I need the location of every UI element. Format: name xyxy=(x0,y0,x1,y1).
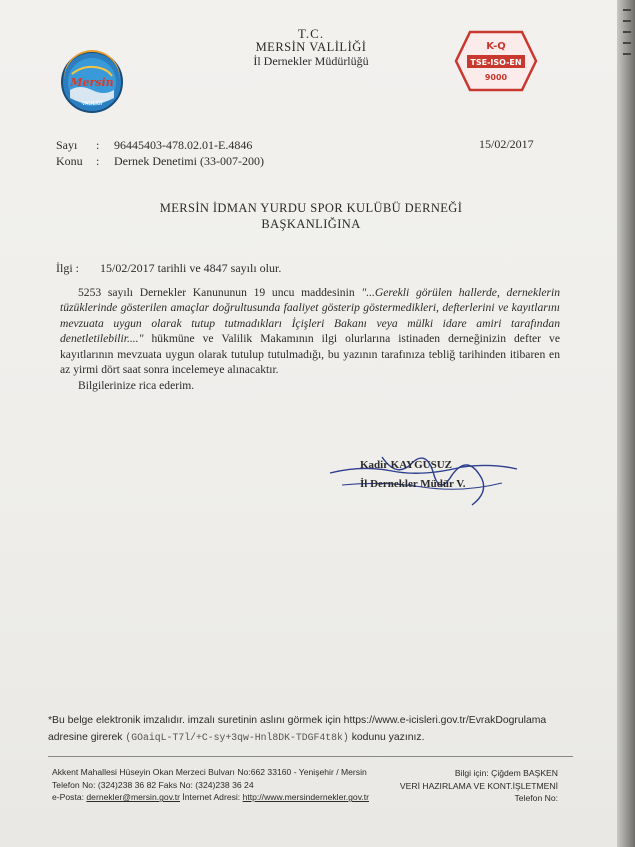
email-link[interactable]: dernekler@mersin.gov.tr xyxy=(86,792,180,803)
tse-iso-cert-badge xyxy=(454,30,538,92)
header-governorship: MERSİN VALİLİĞİ xyxy=(255,40,367,54)
note-line1: *Bu belge elektronik imzalıdır. imzalı suretinin aslını görmek için https://www.e-icisleri.gov.tr/EvrakDogrulama xyxy=(48,715,547,726)
footer-info-role: VERİ HAZIRLAMA VE KONT.İŞLETMENİ xyxy=(399,780,558,791)
footer-info-contact xyxy=(386,767,558,805)
body-paragraph-2: Bilgilerinize rica ederim. xyxy=(78,379,195,392)
verification-code: (GOaiqL-T7l/+C-sy+3qw-Hnl8DK-TDGF4t8k) xyxy=(125,732,349,743)
meta-konu xyxy=(56,154,264,169)
body-paragraph-1 xyxy=(60,285,560,377)
sayi-colon: : xyxy=(96,138,100,152)
cert-9000: 9000 xyxy=(484,73,508,82)
footer-info-person: Bilgi için: Çiğdem BAŞKEN xyxy=(454,768,558,778)
konu-label: Konu xyxy=(56,154,83,168)
page-edge-shadow xyxy=(617,0,635,847)
footer-phone: Telefon No: (324)238 36 82 Faks No: (324)238 36 24 xyxy=(52,779,254,790)
note-line2 xyxy=(48,729,568,746)
footer-address: Akkent Mahallesi Hüseyin Okan Merzeci Bulvarı No:662 33160 - Yenişehir / Mersin xyxy=(52,767,367,777)
footer-divider xyxy=(48,756,573,757)
konu-colon: : xyxy=(96,154,100,168)
footer-web-label: İnternet Adresi: xyxy=(180,792,243,803)
footer-contact xyxy=(52,766,392,804)
note-line2-end: kodunu yazınız. xyxy=(348,732,425,743)
body-p1-end: hükmüne ve Valilik Makamının ilgi olurlarına istinaden derneğinizin defter ve kayıtlarının mevzuata uygun olarak tutulup tutulmadığı, bu yazının tarafınıza tebliğ tarihinden itibaren en az yirmi dört saat sonra incelemeye alınacaktır. xyxy=(60,332,560,377)
ilgi-value: 15/02/2017 tarihli ve 4847 sayılı olur. xyxy=(100,261,282,275)
signatory-name: Kadir KAYGUSUZ xyxy=(360,459,452,471)
signatory-title: İl Dernekler Müdür V. xyxy=(360,478,466,490)
ilgi-line xyxy=(56,261,281,276)
sayi-label: Sayı xyxy=(56,138,78,152)
cert-tse-iso-en: TSE-ISO-EN xyxy=(470,58,522,67)
recipient-line1: MERSİN İDMAN YURDU SPOR KULÜBÜ DERNEĞİ xyxy=(159,201,463,215)
document-date: 15/02/2017 xyxy=(479,137,534,151)
footer-info-phone: Telefon No: xyxy=(514,793,558,804)
logo-text-valiligi: VALİLİĞİ xyxy=(81,101,103,107)
footer-email-label: e-Posta: xyxy=(52,792,87,803)
ilgi-label: İlgi : xyxy=(56,261,79,275)
header-department: İl Dernekler Müdürlüğü xyxy=(253,54,369,68)
logo-text-mersin: Mersin xyxy=(70,76,114,89)
note-line2-start: adresine girerek xyxy=(48,732,126,743)
meta-sayi xyxy=(56,138,252,153)
mersin-valiligi-logo xyxy=(60,50,124,114)
website-link[interactable]: http://www.mersindernekler.gov.tr xyxy=(242,792,369,803)
footer-email-web xyxy=(52,791,392,804)
signature-block xyxy=(360,459,520,490)
body-p1-start: 5253 sayılı Dernekler Kanununun 19 uncu maddesinin xyxy=(78,286,362,299)
sayi-value: 96445403-478.02.01-E.4846 xyxy=(114,138,253,152)
binder-marks xyxy=(619,0,633,120)
header-tc: T.C. xyxy=(297,26,325,41)
cert-kq: K-Q xyxy=(486,41,506,52)
konu-value: Dernek Denetimi (33-007-200) xyxy=(114,154,264,168)
body-p1-quote: "...Gerekli görülen hallerde, derneklerin tüzüklerinde gösterilen amaçlar doğrultusunda faaliyet gösterip göstermedikleri, defterlerini ve kayıtlarını mevzuata uygun olarak tutup tutmadıkları İçişleri Bakanı veya mülki idare amiri tarafından denetletilebilir...." xyxy=(60,286,560,346)
recipient-line2: BAŞKANLIĞINA xyxy=(261,217,361,231)
e-signature-note xyxy=(48,712,568,746)
